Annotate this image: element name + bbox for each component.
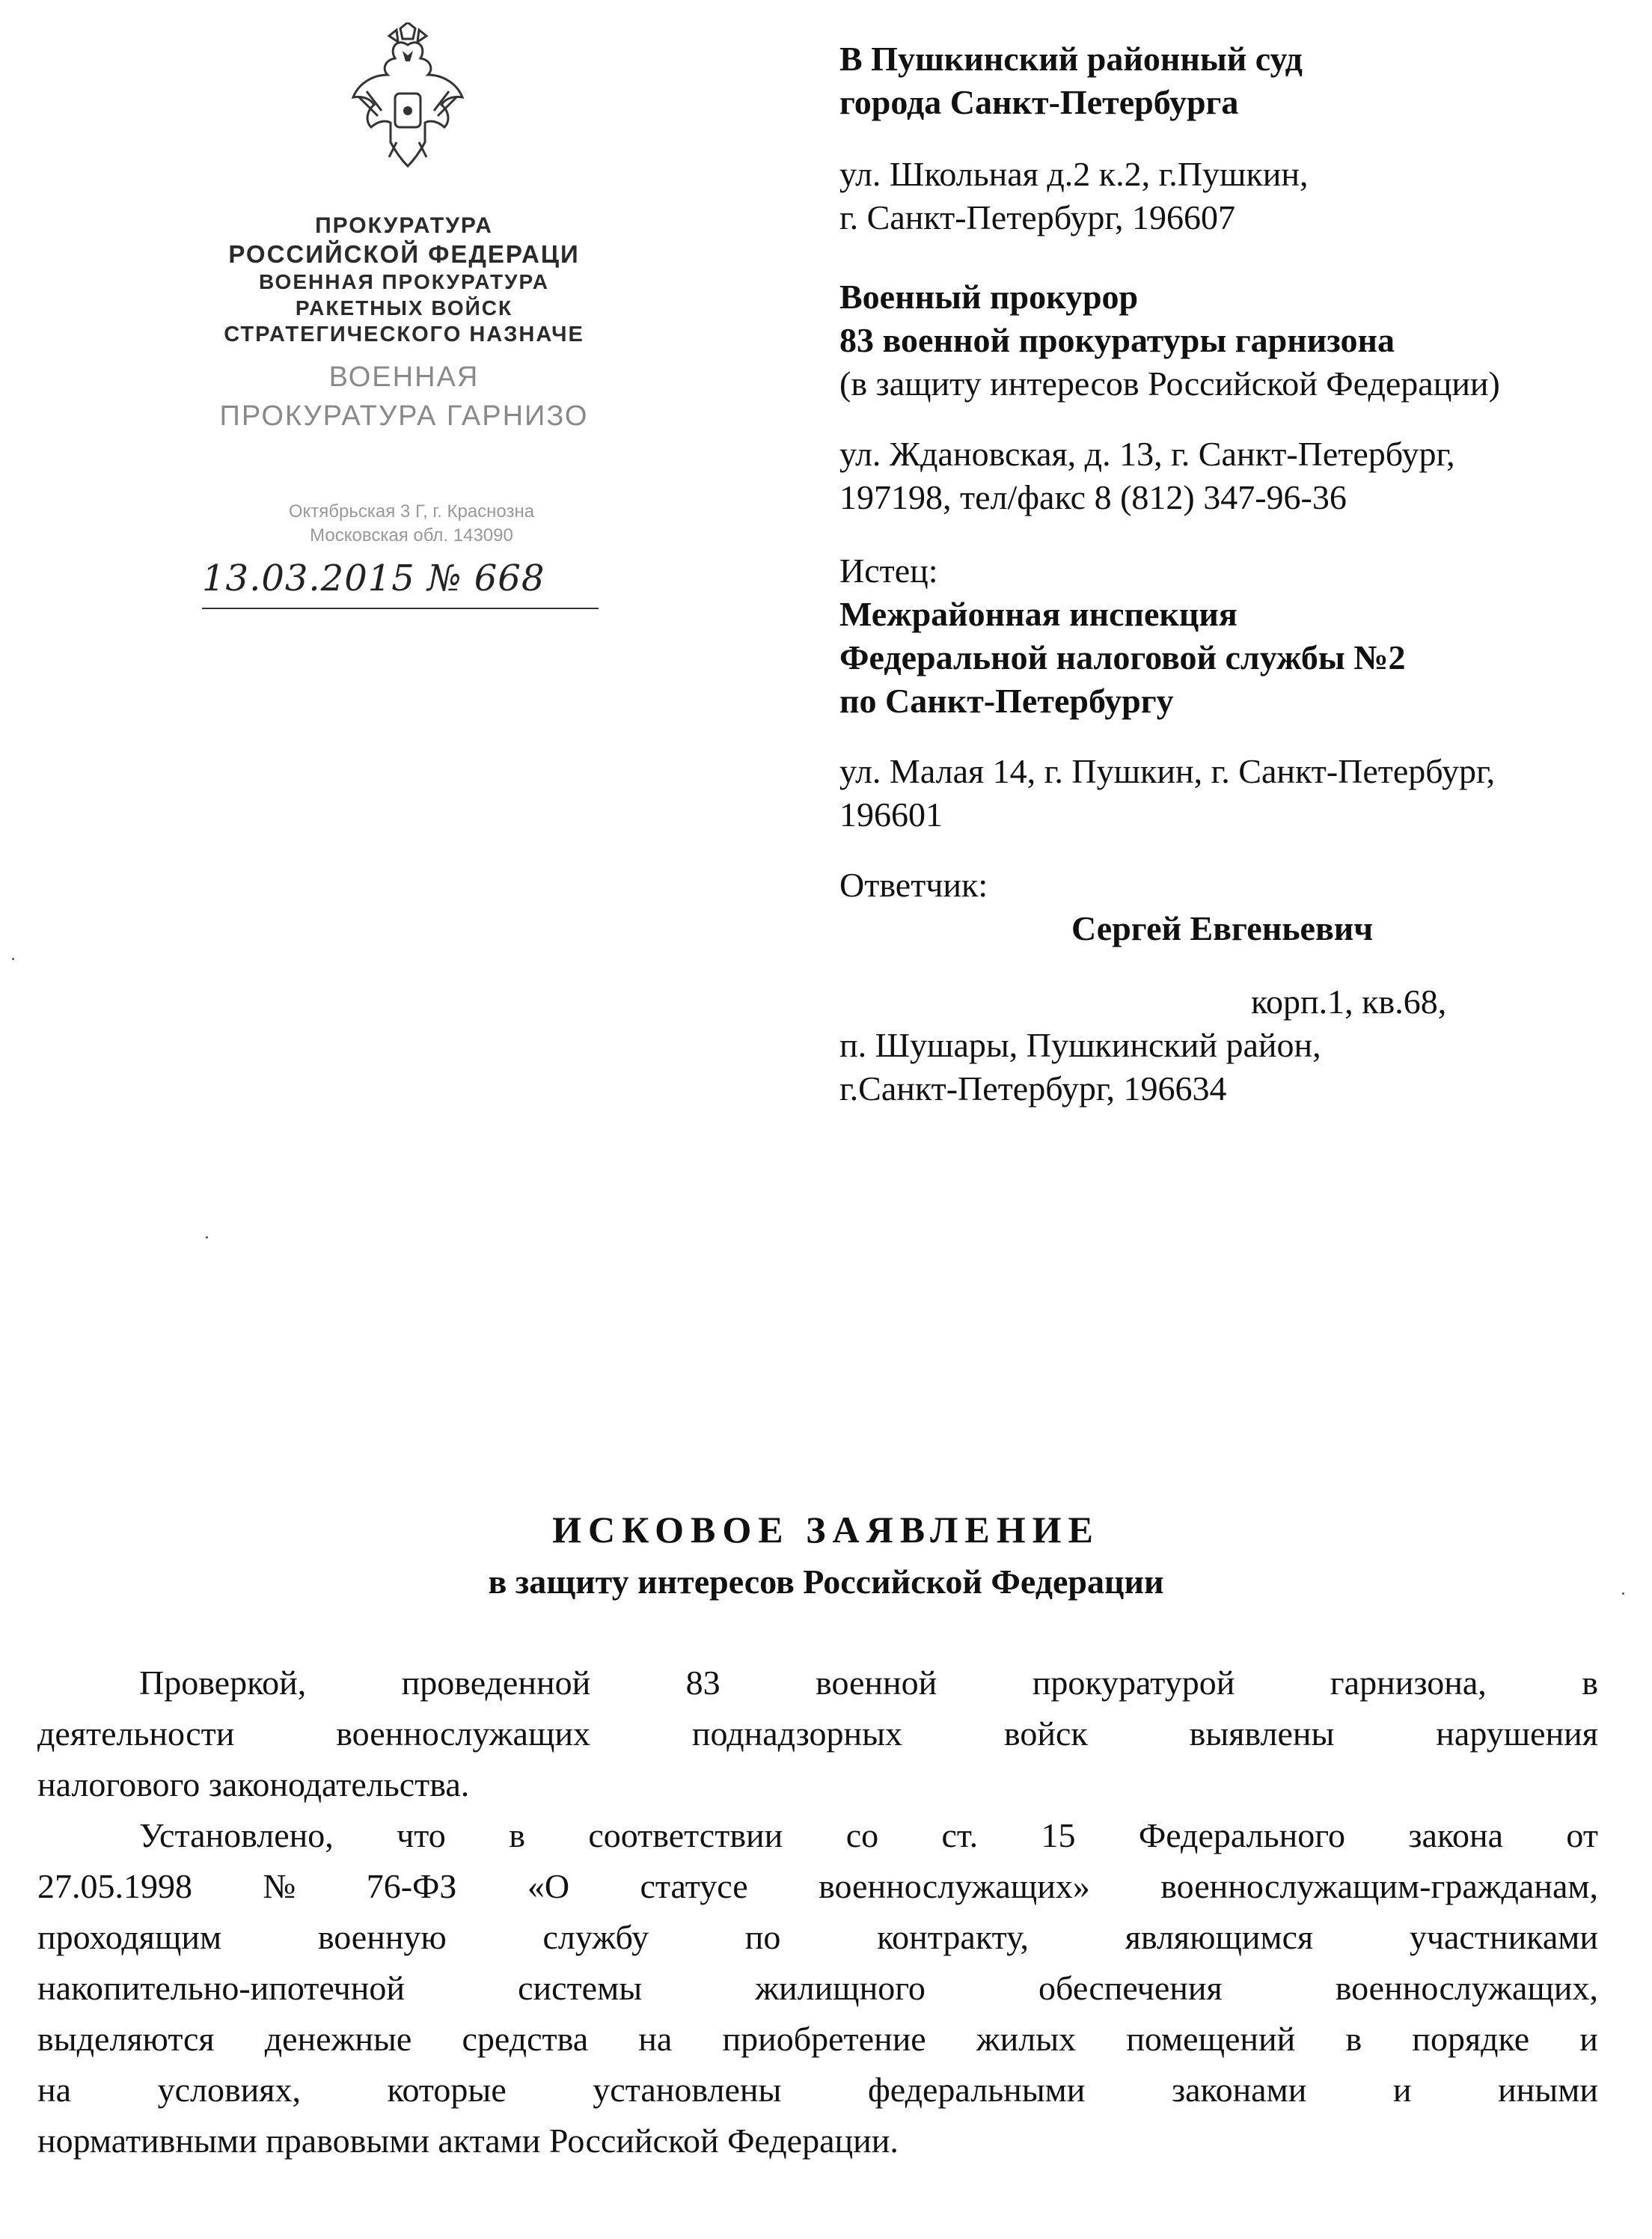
text-line	[37, 1963, 1598, 2014]
word: выявлены	[1189, 1714, 1335, 1753]
word: участниками	[1409, 1918, 1598, 1956]
recipient-address: г. Санкт-Петербург, 196607	[839, 198, 1236, 236]
word: военной	[816, 1664, 937, 1702]
plaintiff-line: Межрайонная инспекция	[839, 595, 1238, 633]
word: помещений	[1126, 2020, 1296, 2058]
scan-speck	[206, 1236, 208, 1238]
text-line	[37, 1708, 1598, 1759]
word: Проверкой,	[139, 1664, 307, 1702]
word: поднадзорных	[691, 1714, 903, 1753]
stamp-underline	[202, 608, 599, 609]
word: в	[509, 1816, 525, 1854]
word: денежные	[264, 2020, 412, 2058]
defendant-address: п. Шушары, Пушкинский район,	[839, 1026, 1321, 1064]
word: на	[37, 2071, 72, 2109]
plaintiff-address: 196601	[839, 795, 943, 834]
plaintiff-line: Федеральной налоговой службы №2	[839, 638, 1406, 676]
word: и	[1392, 2071, 1412, 2109]
text-line	[37, 1912, 1598, 1963]
word: в	[1582, 1664, 1598, 1702]
word: закона	[1408, 1816, 1504, 1854]
defendant-label: Ответчик:	[839, 866, 988, 904]
prosecutor-address: ул. Ждановская, д. 13, г. Санкт-Петербург,	[839, 435, 1455, 473]
stamp-line: ПРОКУРАТУРА ГАРНИЗО	[219, 400, 589, 432]
word: войск	[1003, 1714, 1088, 1753]
coat-of-arms-icon	[344, 22, 471, 172]
word: жилых	[976, 2020, 1077, 2058]
defendant-address: корп.1, кв.68,	[1251, 983, 1447, 1021]
word: приобретение	[722, 2020, 926, 2058]
recipient-address: ул. Школьная д.2 к.2, г.Пушкин,	[839, 155, 1309, 193]
text-line	[37, 2014, 1598, 2065]
word: военнослужащих»	[819, 1867, 1090, 1905]
document-subtitle: в защиту интересов Российской Федерации	[488, 1563, 1164, 1601]
word: нормативными правовыми актами Российской Федерации.	[37, 2122, 899, 2160]
word: гарнизона,	[1330, 1664, 1487, 1702]
plaintiff-line: по Санкт-Петербургу	[839, 682, 1174, 720]
prosecutor-note: (в защиту интересов Российской Федерации)	[839, 364, 1500, 403]
text-line	[37, 1759, 1598, 1810]
stamp-address: Октябрьская 3 Г, г. Краснозна	[288, 501, 535, 522]
recipient-line: В Пушкинский районный суд	[839, 40, 1303, 78]
word: жилищного	[755, 1969, 926, 2007]
word: и	[1579, 2020, 1598, 2058]
word: военнослужащих	[336, 1714, 591, 1753]
word: накопительно-ипотечной	[37, 1969, 406, 2007]
word: военнослужащим-гражданам,	[1160, 1867, 1598, 1905]
word: что	[397, 1816, 446, 1854]
stamp-line: ВОЕННАЯ	[328, 361, 480, 393]
prosecutor-address: 197198, тел/факс 8 (812) 347-96-36	[839, 478, 1347, 516]
stamp-line: СТРАТЕГИЧЕСКОГО НАЗНАЧЕ	[224, 323, 584, 346]
word: от	[1566, 1816, 1598, 1854]
prosecutor-line: 83 военной прокуратуры гарнизона	[839, 321, 1395, 359]
word: обеспечения	[1038, 1969, 1223, 2007]
word: законами	[1171, 2071, 1307, 2109]
word: налогового законодательства.	[37, 1765, 470, 1803]
word: деятельности	[37, 1714, 235, 1753]
stamp-line: РОССИЙСКОЙ ФЕДЕРАЦИ	[228, 240, 580, 268]
word: «О	[527, 1867, 570, 1905]
word: условиях,	[157, 2071, 301, 2109]
word: военную	[317, 1918, 447, 1956]
word: контракту,	[877, 1918, 1029, 1956]
text-line	[37, 1861, 1598, 1912]
stamp-line: ПРОКУРАТУРА	[315, 213, 493, 238]
text-line	[37, 2065, 1598, 2116]
word: в	[1345, 2020, 1362, 2058]
word: нарушения	[1436, 1714, 1598, 1753]
word: федеральными	[867, 2071, 1086, 2109]
word: проведенной	[401, 1664, 591, 1702]
document-body	[37, 1658, 1598, 2166]
word: проходящим	[37, 1918, 222, 1956]
plaintiff-label: Истец:	[839, 552, 938, 590]
document-title: ИСКОВОЕ ЗАЯВЛЕНИЕ	[552, 1509, 1100, 1551]
text-line	[37, 1810, 1598, 1861]
stamp-date-number: 13.03.2015 № 668	[202, 558, 545, 599]
word: средства	[462, 2020, 589, 2058]
text-line	[37, 1658, 1598, 1708]
word: порядке	[1412, 2020, 1530, 2058]
paragraph-2	[37, 1810, 1598, 2166]
word: службу	[542, 1918, 649, 1956]
prosecutor-line: Военный прокурор	[839, 278, 1139, 316]
word: на	[638, 2020, 673, 2058]
scan-speck	[12, 958, 14, 960]
word: по	[744, 1918, 781, 1956]
stamp-address: Московская обл. 143090	[310, 525, 513, 546]
word: установлены	[593, 2071, 782, 2109]
word: системы	[518, 1969, 643, 2007]
word: соответствии	[588, 1816, 783, 1854]
word: являющимся	[1125, 1918, 1314, 1956]
word: 76-ФЗ	[366, 1867, 457, 1905]
word: Установлено,	[139, 1816, 334, 1854]
word: 15	[1041, 1816, 1076, 1854]
word: №	[263, 1867, 296, 1905]
scan-speck	[1622, 1592, 1624, 1595]
word: со	[845, 1816, 879, 1854]
word: иными	[1498, 2071, 1598, 2109]
word: 27.05.1998	[37, 1867, 192, 1905]
word: военнослужащих,	[1335, 1969, 1598, 2007]
word: ст.	[941, 1816, 979, 1854]
defendant-name: Сергей Евгеньевич	[1071, 909, 1374, 947]
plaintiff-address: ул. Малая 14, г. Пушкин, г. Санкт-Петербург,	[839, 752, 1496, 790]
text-line	[37, 2116, 1598, 2166]
stamp-line: РАКЕТНЫХ ВОЙСК	[295, 296, 513, 320]
word: прокуратурой	[1032, 1664, 1235, 1702]
word: выделяются	[37, 2020, 215, 2058]
word: которые	[387, 2071, 507, 2109]
word: Федерального	[1138, 1816, 1345, 1854]
defendant-address: г.Санкт-Петербург, 196634	[839, 1069, 1227, 1108]
word: статусе	[640, 1867, 748, 1905]
stamp-line: ВОЕННАЯ ПРОКУРАТУРА	[259, 270, 549, 293]
paragraph-1	[37, 1658, 1598, 1810]
addressee-block	[839, 37, 1603, 1111]
recipient-line: города Санкт-Петербурга	[839, 83, 1239, 121]
word: 83	[685, 1664, 721, 1702]
